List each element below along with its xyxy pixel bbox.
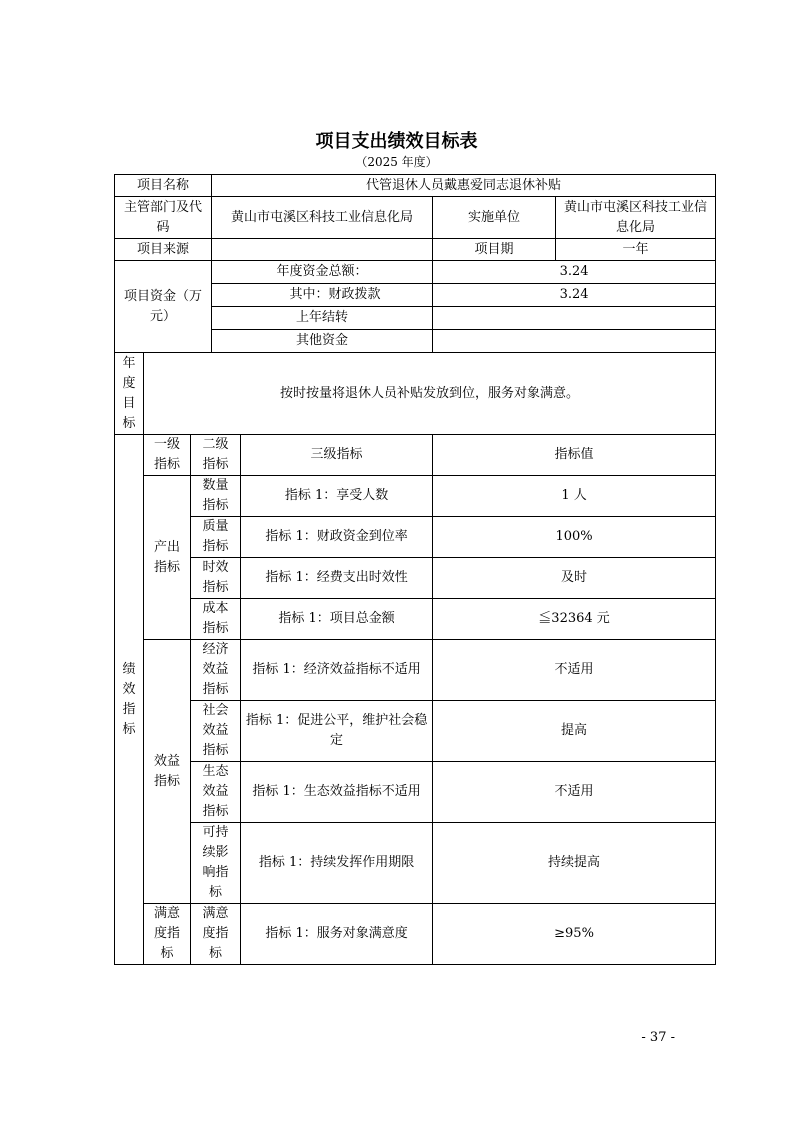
funds-other-label: 其他资金 [212,330,433,353]
project-source-value [212,239,433,261]
level2-cell: 质量指标 [191,517,241,558]
indicator-row [115,701,716,762]
indicator-value-cell: 提高 [433,701,716,762]
indicator-row [115,640,716,701]
output-indicator-label: 产出指标 [144,476,191,640]
satisfaction-indicator-label: 满意度指标 [144,904,191,965]
indicator-value-cell: 100% [433,517,716,558]
indicator-value-cell: 持续提高 [433,823,716,904]
level3-cell: 指标 1：持续发挥作用期限 [241,823,433,904]
level3-cell: 指标 1：经济效益指标不适用 [241,640,433,701]
indicator-header-row [115,435,716,476]
project-period-label: 项目期 [433,239,556,261]
indicator-row [115,904,716,965]
project-name-value: 代管退休人员戴惠爱同志退休补贴 [212,175,716,197]
funds-total-row [115,261,716,284]
project-period-value: 一年 [556,239,716,261]
page-subtitle: （2025 年度） [355,155,438,169]
indicator-value-cell: 1 人 [433,476,716,517]
funds-total-value: 3.24 [433,261,716,284]
level2-header: 二级指标 [191,435,241,476]
project-name-row [115,175,716,197]
indicator-value-cell: ≦32364 元 [433,599,716,640]
level2-cell: 成本指标 [191,599,241,640]
funds-total-label: 年度资金总额： [212,261,433,284]
indicator-row [115,823,716,904]
level3-cell: 指标 1：享受人数 [241,476,433,517]
department-value: 黄山市屯溪区科技工业信息化局 [212,197,433,239]
page-number: - 37 - [641,1030,675,1045]
department-label: 主管部门及代码 [115,197,212,239]
indicator-row [115,599,716,640]
level3-cell: 指标 1：经费支出时效性 [241,558,433,599]
project-source-label: 项目来源 [115,239,212,261]
level2-cell: 数量指标 [191,476,241,517]
indicator-row [115,476,716,517]
project-funds-label: 项目资金（万元） [115,261,212,353]
level3-cell: 指标 1：服务对象满意度 [241,904,433,965]
level3-cell: 指标 1：项目总金额 [241,599,433,640]
funds-finance-value: 3.24 [433,284,716,307]
value-header: 指标值 [433,435,716,476]
indicator-row [115,558,716,599]
level2-cell: 社会效益指标 [191,701,241,762]
funds-finance-label: 其中：财政拨款 [212,284,433,307]
indicator-row [115,762,716,823]
implementing-unit-label: 实施单位 [433,197,556,239]
source-row [115,239,716,261]
level2-cell: 可持续影响指标 [191,823,241,904]
indicator-row [115,517,716,558]
indicator-value-cell: ≥95% [433,904,716,965]
benefit-indicator-label: 效益指标 [144,640,191,904]
performance-indicators-label: 绩效指标 [115,435,144,965]
funds-carryover-value [433,307,716,330]
level3-header: 三级指标 [241,435,433,476]
indicator-value-cell: 不适用 [433,762,716,823]
funds-carryover-label: 上年结转 [212,307,433,330]
annual-goal-row [115,353,716,435]
level3-cell: 指标 1：生态效益指标不适用 [241,762,433,823]
level3-cell: 指标 1：促进公平，维护社会稳定 [241,701,433,762]
department-row [115,197,716,239]
funds-other-value [433,330,716,353]
level2-cell: 满意度指标 [191,904,241,965]
indicator-value-cell: 及时 [433,558,716,599]
implementing-unit-value: 黄山市屯溪区科技工业信息化局 [556,197,716,239]
level2-cell: 时效指标 [191,558,241,599]
annual-goal-label: 年度目标 [115,353,144,435]
level2-cell: 经济效益指标 [191,640,241,701]
project-name-label: 项目名称 [115,175,212,197]
level3-cell: 指标 1：财政资金到位率 [241,517,433,558]
performance-target-table [114,174,716,965]
page-title: 项目支出绩效目标表 [315,131,478,152]
annual-goal-text: 按时按量将退休人员补贴发放到位，服务对象满意。 [144,353,716,435]
level2-cell: 生态效益指标 [191,762,241,823]
indicator-value-cell: 不适用 [433,640,716,701]
level1-header: 一级指标 [144,435,191,476]
